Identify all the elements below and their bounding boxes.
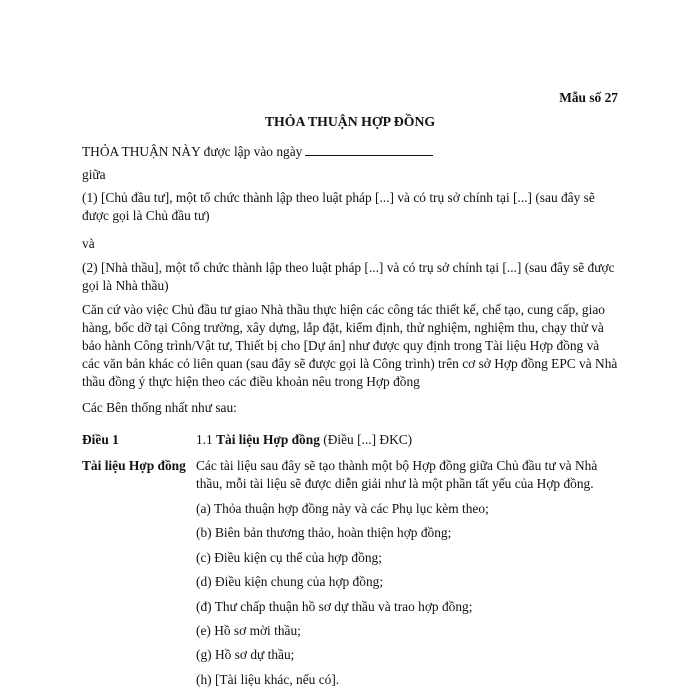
intro-line [82,141,618,161]
party-2: (2) [Nhà thầu], một tổ chức thành lập theo luật pháp [...] và có trụ sở chính tại [...] (sau đây sẽ được gọi là Nhà thầu) [82,260,615,293]
article-label: Điều 1 [82,432,119,447]
agreement-line: Các Bên thống nhất như sau: [82,400,237,415]
list-item: (a) Thỏa thuận hợp đồng này và các Phụ lục kèm theo; [196,501,489,516]
clause-number: 1.1 [196,432,213,447]
party-1: (1) [Chủ đầu tư], một tổ chức thành lập theo luật pháp [...] và có trụ sở chính tại [...] (sau đây sẽ được gọi là Chủ đầu tư) [82,190,595,223]
list-item: (d) Điều kiện chung của hợp đồng; [196,574,384,590]
recital-paragraph: Căn cứ vào việc Chủ đầu tư giao Nhà thầu thực hiện các công tác thiết kế, chế tạo, cung cấp, giao hàng, bốc dỡ tại Công trường, xây dựng, lắp đặt, kiểm định, thử nghiệm, nghiệm thu, chạy thử và bảo hành Công trình/Vật tư, Thiết bị cho [Dự án] như được quy định trong Tài liệu Hợp đồng và các văn bản khác có liên quan (sau đây sẽ được gọi là Công trình) trên cơ sở Hợp đồng EPC và Nhà thầu đồng ý thực hiện theo các điều khoản nêu trong Hợp đồng [82,302,618,389]
contract-documents-list [196,500,489,695]
list-item: (c) Điều kiện cụ thể của hợp đồng; [196,549,382,565]
list-item: (g) Hồ sơ dự thầu; [196,647,295,663]
intro-text: THỎA THUẬN NÀY được lập vào ngày [82,144,303,159]
and-text: và [82,236,95,251]
date-blank [305,141,433,156]
clause-reference: (Điều [...] ĐKC) [323,432,413,447]
list-item: (h) [Tài liệu khác, nếu có]. [196,671,340,687]
contract-documents-intro: Các tài liệu sau đây sẽ tạo thành một bộ Hợp đồng giữa Chủ đầu tư và Nhà thầu, mỗi tài liệu sẽ được diễn giải như là một phần tất yếu của Hợp đồng. [196,458,598,491]
list-item: (e) Hồ sơ mời thầu; [196,622,301,638]
contract-documents-label: Tài liệu Hợp đồng [82,458,186,473]
list-item: (b) Biên bản thương thảo, hoàn thiện hợp đồng; [196,525,452,541]
form-number: Mẫu số 27 [559,90,618,105]
article-heading [196,431,412,449]
clause-title: Tài liệu Hợp đồng [216,432,320,447]
document-title: THỎA THUẬN HỢP ĐỒNG [264,114,436,129]
between-text: giữa [82,167,106,182]
list-item: (đ) Thư chấp thuận hồ sơ dự thầu và trao hợp đồng; [196,598,473,614]
